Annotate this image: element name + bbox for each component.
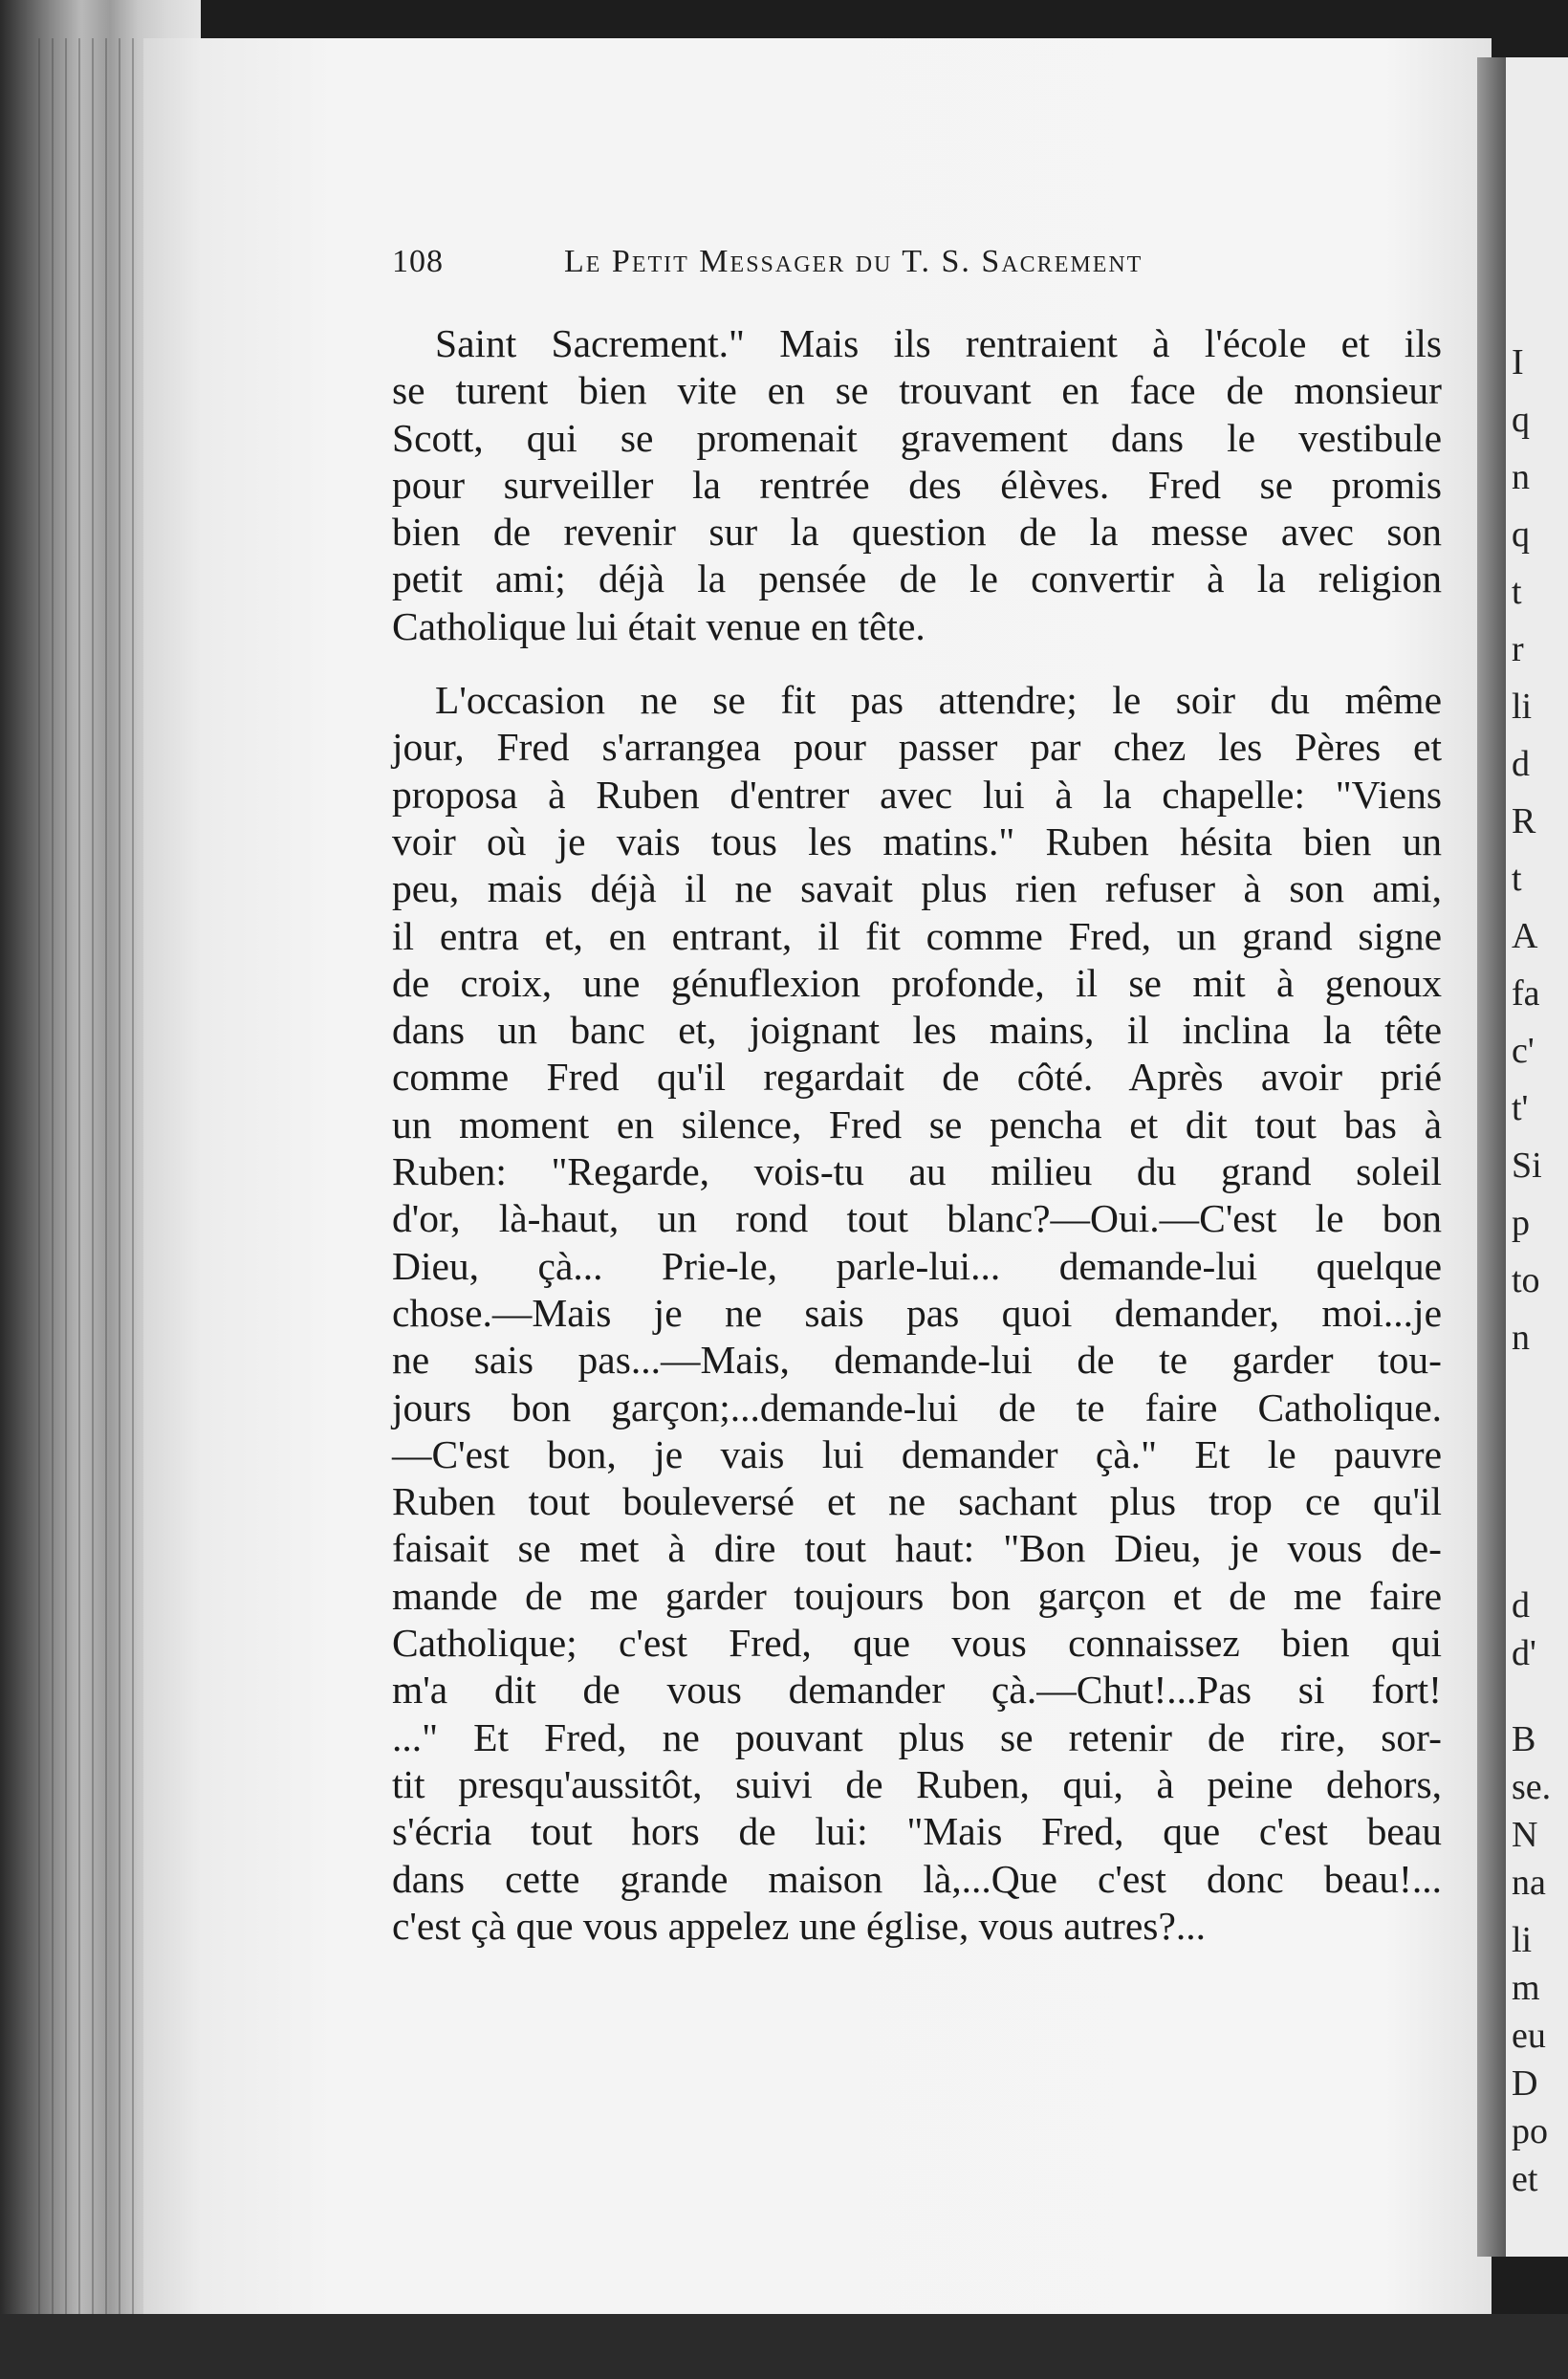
facing-page-fragment: se. xyxy=(1512,1767,1552,1807)
text-line: m'a dit de vous demander çà.—Chut!...Pas si fort! xyxy=(392,1668,1442,1713)
paragraph-gap xyxy=(392,650,1442,677)
facing-page-fragment: p xyxy=(1512,1203,1530,1243)
text-line: se turent bien vite en se trouvant en face de monsieur xyxy=(392,368,1442,413)
facing-page-fragment: c' xyxy=(1512,1031,1535,1071)
text-line: proposa à Ruben d'entrer avec lui à la chapelle: "Viens xyxy=(392,772,1442,817)
text-line: Saint Sacrement." Mais ils rentraient à l'école et ils xyxy=(435,321,1442,365)
text-line: Ruben tout bouleversé et ne sachant plus trop ce qu'il xyxy=(392,1479,1442,1524)
gutter-shadow xyxy=(1477,57,1506,2257)
text-line: c'est çà que vous appelez une église, vous autres?... xyxy=(392,1903,1206,1948)
facing-page-fragment: D xyxy=(1512,2063,1538,2104)
facing-page-fragment: B xyxy=(1512,1719,1536,1759)
facing-page-fragment: d' xyxy=(1512,1633,1536,1673)
facing-page-fragment: t' xyxy=(1512,1088,1529,1128)
text-line: un moment en silence, Fred se pencha et dit tout bas à xyxy=(392,1102,1442,1146)
facing-page-fragment: q xyxy=(1512,514,1530,555)
facing-page-fragment: m xyxy=(1512,1968,1540,2008)
text-line: Scott, qui se promenait gravement dans le vestibule xyxy=(392,415,1442,460)
text-line: s'écria tout hors de lui: "Mais Fred, que c'est beau xyxy=(392,1809,1442,1854)
facing-page-fragment: I xyxy=(1512,342,1524,382)
facing-page-fragment: n xyxy=(1512,457,1530,497)
facing-page-fragment: Si xyxy=(1512,1146,1542,1186)
facing-page-fragment: q xyxy=(1512,400,1530,440)
paragraph xyxy=(392,677,1442,1950)
facing-page-fragment: po xyxy=(1512,2111,1548,2151)
text-line: d'or, là-haut, un rond tout blanc?—Oui.—C'est le bon xyxy=(392,1196,1442,1241)
facing-page-fragment: li xyxy=(1512,687,1533,727)
facing-page-fragment: d xyxy=(1512,744,1530,784)
text-line: tit presqu'aussitôt, suivi de Ruben, qui, à peine dehors, xyxy=(392,1761,1442,1806)
facing-page-fragment: r xyxy=(1512,629,1524,669)
page-header xyxy=(392,244,1444,292)
running-title: Le Petit Messager du T. S. Sacrement xyxy=(564,244,1143,279)
text-line: petit ami; déjà la pensée de le convertir à la religion xyxy=(392,557,1442,601)
facing-page xyxy=(1506,57,1568,2257)
facing-page-fragment: t xyxy=(1512,572,1522,612)
text-line: —C'est bon, je vais lui demander çà." Et le pauvre xyxy=(392,1431,1442,1476)
page-number: 108 xyxy=(392,244,444,279)
text-line: dans cette grande maison là,...Que c'est donc beau!... xyxy=(392,1856,1442,1901)
text-line: chose.—Mais je ne sais pas quoi demander, moi...je xyxy=(392,1290,1442,1335)
text-line: jour, Fred s'arrangea pour passer par chez les Pères et xyxy=(392,725,1442,770)
scan-background xyxy=(0,2314,1568,2379)
facing-page-fragment: n xyxy=(1512,1318,1530,1358)
facing-page-fragment: fa xyxy=(1512,973,1540,1014)
facing-page-fragment: d xyxy=(1512,1585,1530,1626)
text-line: faisait se met à dire tout haut: "Bon Dieu, je vous de- xyxy=(392,1526,1442,1571)
text-line: Catholique lui était venue en tête. xyxy=(392,603,926,648)
facing-page-fragment: N xyxy=(1512,1815,1538,1855)
text-line: comme Fred qu'il regardait de côté. Après avoir prié xyxy=(392,1055,1442,1100)
text-line: ..." Et Fred, ne pouvant plus se retenir de rire, sor- xyxy=(392,1714,1442,1759)
text-line: pour surveiller la rentrée des élèves. Fred se promis xyxy=(392,462,1442,507)
text-line: bien de revenir sur la question de la messe avec son xyxy=(392,510,1442,555)
text-line: peu, mais déjà il ne savait plus rien refuser à son ami, xyxy=(392,866,1442,911)
text-line: voir où je vais tous les matins." Ruben hésita bien un xyxy=(392,818,1442,863)
facing-page-fragment: to xyxy=(1512,1260,1540,1300)
text-line: dans un banc et, joignant les mains, il inclina la tête xyxy=(392,1008,1442,1053)
text-line: Ruben: "Regarde, vois-tu au milieu du grand soleil xyxy=(392,1149,1442,1194)
facing-page-fragment: et xyxy=(1512,2159,1538,2199)
text-line: Dieu, çà... Prie-le, parle-lui... demande-lui quelque xyxy=(392,1243,1442,1288)
text-line: L'occasion ne se fit pas attendre; le soir du même xyxy=(435,678,1442,723)
facing-page-fragment: na xyxy=(1512,1863,1546,1903)
text-line: de croix, une génuflexion profonde, il se mit à genoux xyxy=(392,960,1442,1005)
text-line: ne sais pas...—Mais, demande-lui de te garder tou- xyxy=(392,1338,1442,1383)
text-line: mande de me garder toujours bon garçon et de me faire xyxy=(392,1573,1442,1618)
facing-page-fragment: A xyxy=(1512,916,1538,956)
facing-page-fragment: li xyxy=(1512,1920,1533,1960)
body-text xyxy=(392,320,1442,1950)
facing-page-fragment: t xyxy=(1512,859,1522,899)
text-line: jours bon garçon;...demande-lui de te faire Catholique. xyxy=(392,1385,1442,1430)
text-line: Catholique; c'est Fred, que vous connaissez bien qui xyxy=(392,1621,1442,1666)
text-line: il entra et, en entrant, il fit comme Fred, un grand signe xyxy=(392,913,1442,958)
facing-page-fragment: eu xyxy=(1512,2016,1546,2056)
paragraph xyxy=(392,320,1442,650)
facing-page-fragment: R xyxy=(1512,801,1536,841)
